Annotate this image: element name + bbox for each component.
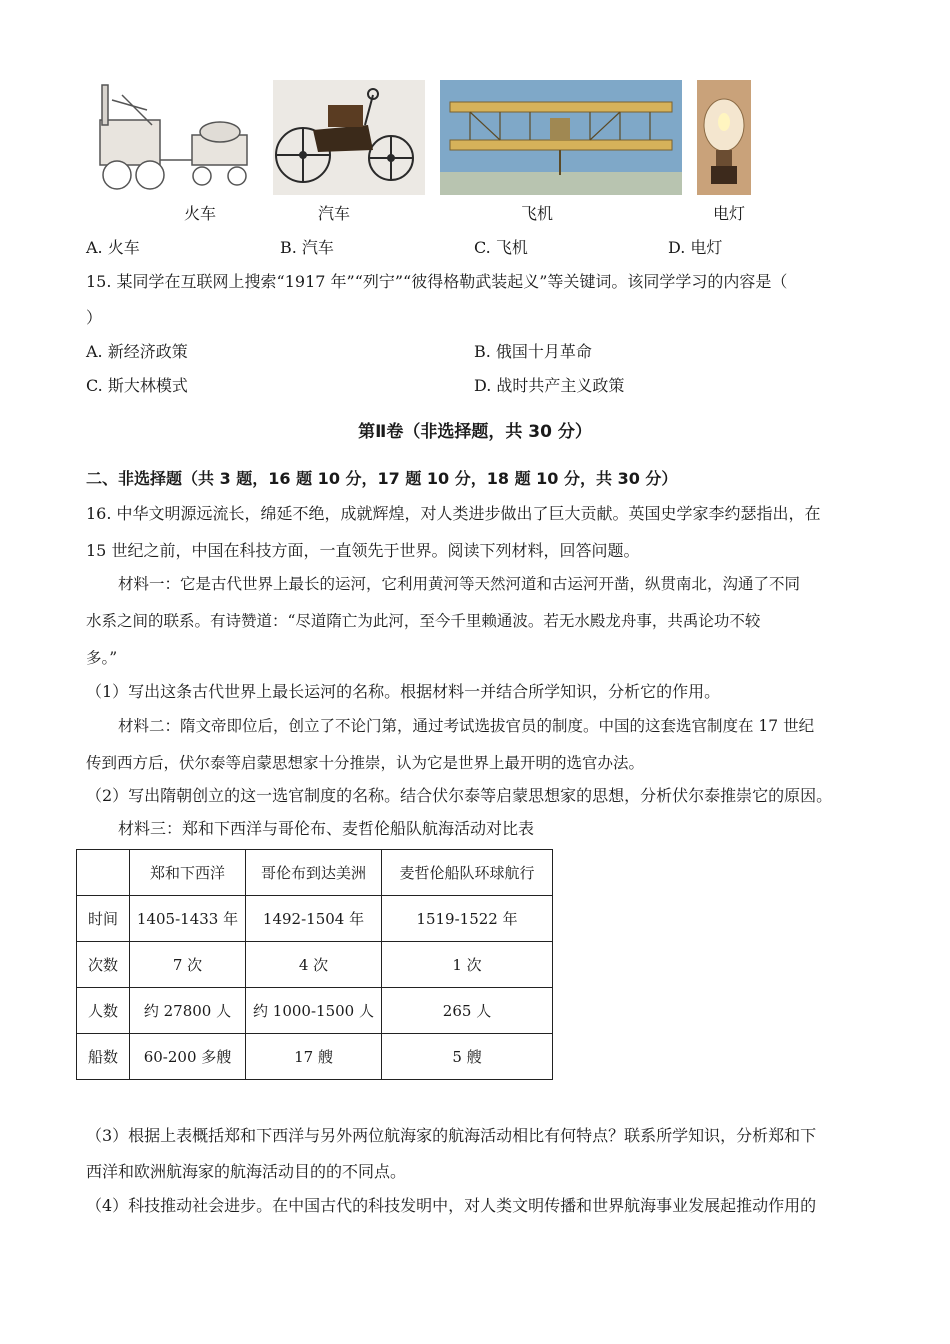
table-cell: 17 艘 bbox=[246, 1034, 382, 1080]
q14-option-c: C. 飞机 bbox=[474, 238, 528, 257]
table-cell: 60-200 多艘 bbox=[130, 1034, 246, 1080]
car-icon bbox=[273, 80, 425, 195]
sub-question-3-line1: （3）根据上表概括郑和下西洋与另外两位航海家的航海活动相比有何特点？联系所学知识，分析郑和下 bbox=[86, 1126, 817, 1145]
sub-question-1: （1）写出这条古代世界上最长运河的名称。根据材料一并结合所学知识，分析它的作用。 bbox=[86, 682, 721, 701]
q16-intro-line2: 15 世纪之前，中国在科技方面，一直领先于世界。阅读下列材料，回答问题。 bbox=[86, 541, 640, 560]
car-figure bbox=[273, 80, 425, 195]
table-cell: 约 27800 人 bbox=[130, 988, 246, 1034]
table-header-cell bbox=[77, 850, 130, 896]
q15-option-d: D. 战时共产主义政策 bbox=[474, 376, 625, 395]
q15-option-b: B. 俄国十月革命 bbox=[474, 342, 592, 361]
lamp-figure bbox=[697, 80, 751, 195]
table-cell: 265 人 bbox=[382, 988, 553, 1034]
q15-stem-line2: ） bbox=[86, 308, 103, 327]
material1-line2: 水系之间的联系。有诗赞道：“尽道隋亡为此河，至今千里赖通波。若无水殿龙舟事，共禹论功不较 bbox=[86, 612, 761, 630]
material1-line1: 材料一：它是古代世界上最长的运河，它利用黄河等天然河道和古运河开凿，纵贯南北，沟通了不同 bbox=[118, 575, 801, 593]
material3-title: 材料三：郑和下西洋与哥伦布、麦哲伦船队航海活动对比表 bbox=[118, 819, 535, 838]
plane-figure bbox=[440, 80, 682, 195]
table-cell: 4 次 bbox=[246, 942, 382, 988]
lightbulb-icon bbox=[697, 80, 751, 195]
table-header-cell: 哥伦布到达美洲 bbox=[246, 850, 382, 896]
plane-icon bbox=[440, 80, 682, 195]
table-cell: 约 1000-1500 人 bbox=[246, 988, 382, 1034]
table-cell: 次数 bbox=[77, 942, 130, 988]
table-cell: 5 艘 bbox=[382, 1034, 553, 1080]
caption-plane: 飞机 bbox=[521, 204, 554, 223]
table-cell: 1519-1522 年 bbox=[382, 896, 553, 942]
table-header-cell: 郑和下西洋 bbox=[130, 850, 246, 896]
sub-question-3-line2: 西洋和欧洲航海家的航海活动目的的不同点。 bbox=[86, 1162, 407, 1181]
table-cell: 1492-1504 年 bbox=[246, 896, 382, 942]
table-cell: 船数 bbox=[77, 1034, 130, 1080]
q14-option-d: D. 电灯 bbox=[668, 238, 723, 257]
q16-intro-line1: 16. 中华文明源远流长，绵延不绝，成就辉煌，对人类进步做出了巨大贡献。英国史学家李约瑟指出，在 bbox=[86, 504, 821, 523]
q15-stem-line1: 15. 某同学在互联网上搜索“1917 年”“列宁”“彼得格勒武装起义”等关键词。该同学学习的内容是（ bbox=[86, 272, 788, 291]
q15-option-a: A. 新经济政策 bbox=[86, 342, 188, 361]
section-title: 二、非选择题（共 3 题，16 题 10 分，17 题 10 分，18 题 10 分，共 30 分） bbox=[86, 469, 678, 488]
table-cell: 7 次 bbox=[130, 942, 246, 988]
table-row bbox=[77, 1034, 553, 1080]
caption-lamp: 电灯 bbox=[713, 204, 746, 223]
caption-car: 汽车 bbox=[318, 204, 351, 223]
sub-question-4: （4）科技推动社会进步。在中国古代的科技发明中，对人类文明传播和世界航海事业发展起推动作用的 bbox=[86, 1196, 817, 1215]
q14-option-a: A. 火车 bbox=[86, 238, 140, 257]
q14-option-b: B. 汽车 bbox=[280, 238, 334, 257]
table-cell: 人数 bbox=[77, 988, 130, 1034]
q15-option-c: C. 斯大林模式 bbox=[86, 376, 188, 395]
caption-train: 火车 bbox=[184, 204, 217, 223]
material2-line2: 传到西方后，伏尔泰等启蒙思想家十分推崇，认为它是世界上最开明的选官办法。 bbox=[86, 754, 645, 772]
table-row bbox=[77, 896, 553, 942]
material1-line3: 多。” bbox=[86, 649, 118, 667]
table-cell: 1405-1433 年 bbox=[130, 896, 246, 942]
table-header-cell: 麦哲伦船队环球航行 bbox=[382, 850, 553, 896]
train-figure bbox=[92, 80, 260, 195]
table-row bbox=[77, 942, 553, 988]
table-cell: 1 次 bbox=[382, 942, 553, 988]
sub-question-2: （2）写出隋朝创立的这一选官制度的名称。结合伏尔泰等启蒙思想家的思想，分析伏尔泰推崇它的原因。 bbox=[86, 786, 833, 805]
table-header-row bbox=[77, 850, 553, 896]
table-cell: 时间 bbox=[77, 896, 130, 942]
voyage-comparison-table bbox=[76, 849, 553, 1080]
table-row bbox=[77, 988, 553, 1034]
material2-line1: 材料二：隋文帝即位后，创立了不论门第，通过考试选拔官员的制度。中国的这套选官制度在 17 世纪 bbox=[118, 717, 815, 735]
train-icon bbox=[92, 80, 260, 195]
part2-title: 第Ⅱ卷（非选择题，共 30 分） bbox=[358, 422, 592, 442]
